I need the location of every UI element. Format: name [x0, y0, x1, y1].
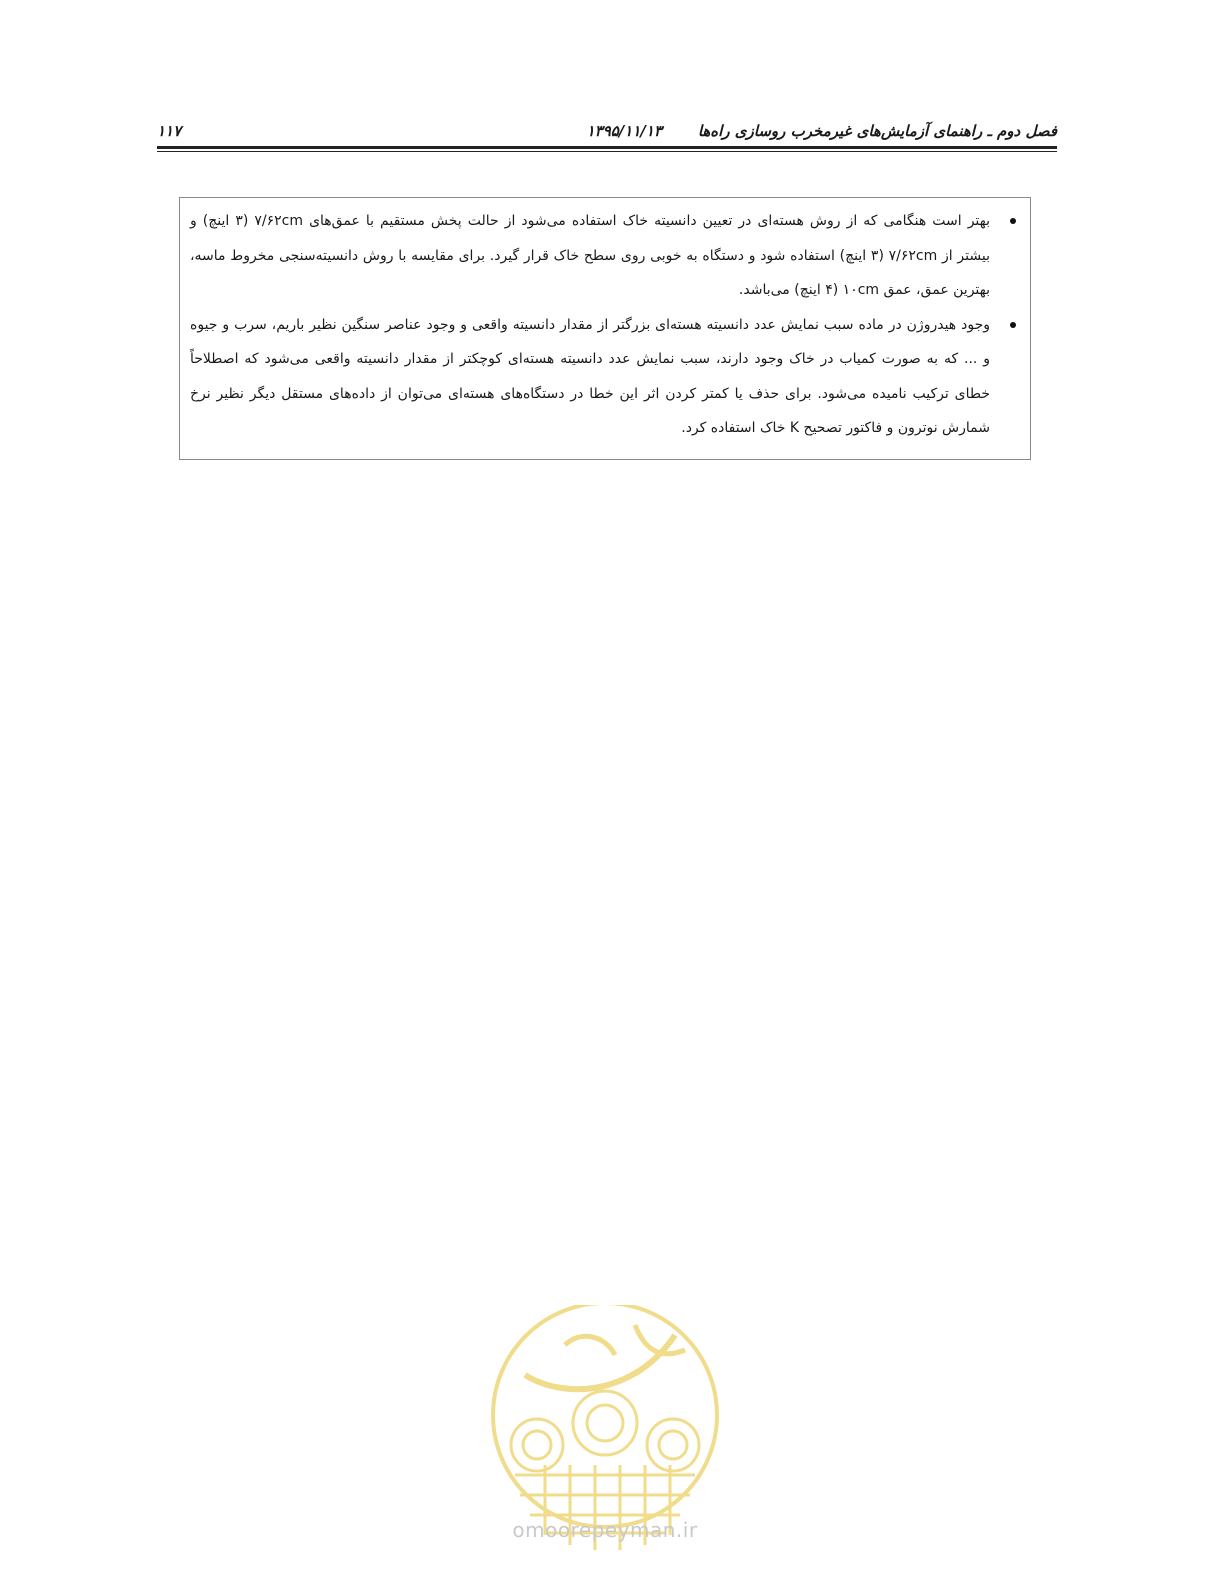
watermark-domain: omoorepeyman.ir	[512, 1518, 698, 1542]
running-header	[157, 120, 1057, 142]
list-item	[190, 204, 990, 308]
list-item	[190, 308, 990, 446]
list-item-text: وجود هیدروژن در ماده سبب نمایش عدد دانسیته هسته‌ای بزرگتر از مقدار دانسیته واقعی و وجود عناصر سنگین نظیر باریم، سرب و جیوه و ... که به صورت کمیاب در خاک وجود دارند، سبب نمایش عدد دانسیته هسته‌ای کوچکتر از مقدار دانسیته واقعی می‌شود که اصطلاحاً خطای ترکیب نامیده می‌شود. برای حذف یا کمتر کردن اثر این خطا در دستگاه‌های هسته‌ای می‌توان از داده‌های مستقل دیگر نظیر نرخ شمارش نوترون و فاکتور تصحیح K خاک استفاده کرد.	[190, 316, 990, 436]
bullet-icon	[1010, 218, 1016, 224]
list-item-text: بهتر است هنگامی که از روش هسته‌ای در تعیین دانسیته خاک استفاده می‌شود از حالت پخش مستقیم با عمق‌های ۷/۶۲cm (۳ اینچ) و بیشتر از ۷/۶۲cm (۳ اینچ) استفاده شود و دستگاه به خوبی روی سطح خاک قرار گیرد. برای مقایسه با روش دانسیته‌سنجی مخروط ماسه، بهترین عمق، عمق ۱۰cm (۴ اینچ) می‌باشد.	[190, 213, 991, 298]
bullet-list	[190, 204, 990, 446]
note-box	[179, 197, 1031, 460]
chapter-title: فصل دوم ـ راهنمای آزمایش‌های غیرمخرب روسازی راه‌ها	[697, 122, 1057, 140]
header-rule-thin	[157, 151, 1057, 152]
bullet-icon	[1010, 322, 1016, 328]
page-number: ۱۱۷	[157, 122, 182, 140]
header-rule-thick	[157, 146, 1057, 149]
header-date: ۱۳۹۵/۱۱/۱۳	[586, 122, 662, 140]
